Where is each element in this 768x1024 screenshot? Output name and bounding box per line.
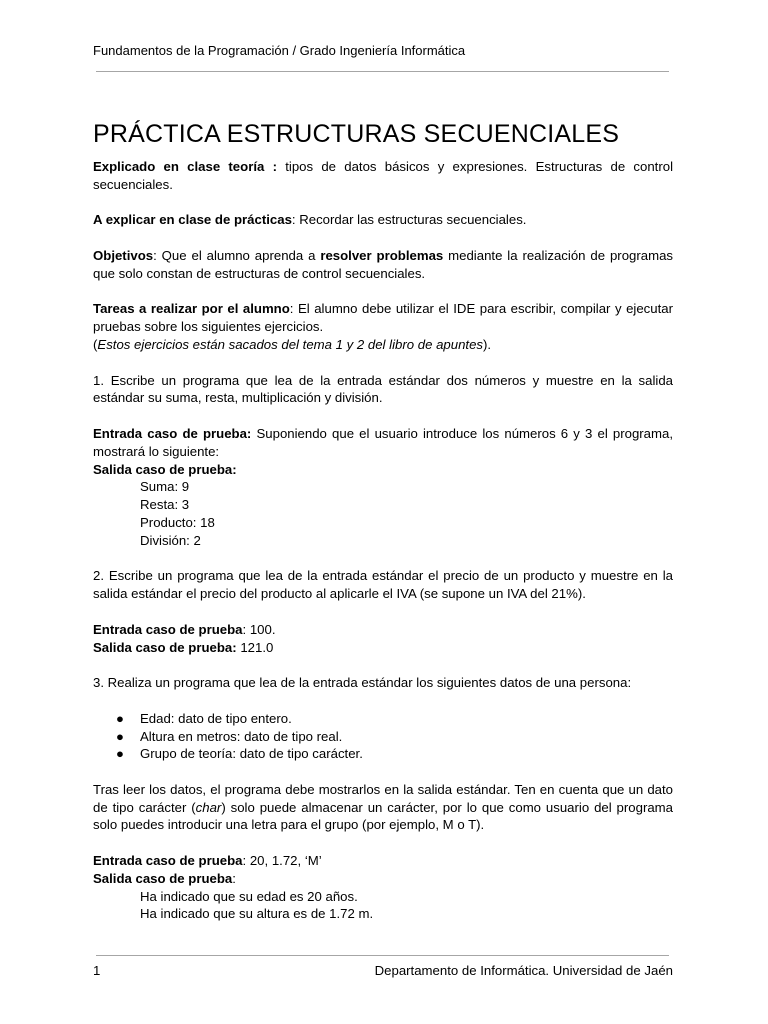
- exercise-3-paragraph: [93, 781, 673, 834]
- output-line: Resta: 3: [140, 497, 190, 513]
- tareas-note-close: ).: [483, 336, 492, 352]
- exercise-1-entrada-label: Entrada caso de prueba:: [93, 425, 252, 441]
- tareas-paragraph: [93, 300, 673, 336]
- exercise-1-text: 1. Escribe un programa que lea de la entrada estándar dos números y muestre en la salida estándar su suma, resta, multiplicación y división.: [93, 372, 673, 406]
- a-explicar-text: : Recordar las estructuras secuenciales.: [291, 212, 527, 228]
- list-item: [93, 728, 673, 746]
- exercise-3-output: [93, 888, 673, 924]
- exercise-2-salida: [93, 639, 673, 657]
- tareas-note-open: (: [93, 336, 98, 352]
- exercise-3-entrada: [93, 852, 673, 870]
- tareas-note-italic: Estos ejercicios están sacados del tema 1 y 2 del libro de apuntes: [97, 336, 483, 352]
- document-body: [93, 158, 673, 923]
- exercise-3-para-italic: char: [195, 799, 222, 815]
- exercise-3-text: 3. Realiza un programa que lea de la entrada estándar los siguientes datos de una persona:: [93, 675, 632, 691]
- tareas-text: : El alumno debe utilizar el IDE para escribir, compilar y ejecutar pruebas sobre los siguientes ejercicios.: [93, 301, 673, 335]
- explicado-label: Explicado en clase teoría :: [93, 159, 277, 174]
- header-divider: [96, 71, 669, 72]
- exercise-3-entrada-text: : 20, 1.72, ‘M’: [242, 853, 322, 869]
- exercise-2-salida-text: 121.0: [236, 639, 274, 655]
- page-header: Fundamentos de la Programación / Grado Ingeniería Informática: [93, 43, 466, 58]
- page-title: PRÁCTICA ESTRUCTURAS SECUENCIALES: [93, 120, 620, 148]
- output-line: División: 2: [140, 532, 201, 548]
- bullet-icon: ●: [116, 710, 124, 726]
- exercise-2-entrada-label: Entrada caso de prueba: [93, 621, 243, 637]
- output-line: Ha indicado que su altura es de 1.72 m.: [140, 906, 374, 922]
- footer-divider: [96, 955, 669, 956]
- list-item: [93, 745, 673, 763]
- objetivos-paragraph: [93, 247, 673, 283]
- explicado-text: tipos de datos básicos y expresiones. Estructuras de control secuenciales.: [93, 159, 674, 192]
- footer-department: Departamento de Informática. Universidad de Jaén: [374, 963, 673, 978]
- a-explicar-label: A explicar en clase de prácticas: [93, 212, 292, 228]
- exercise-1-entrada-text: Suponiendo que el usuario introduce los números 6 y 3 el programa, mostrará lo siguiente:: [93, 425, 674, 459]
- exercise-1-entrada: [93, 425, 673, 461]
- exercise-1-salida-label: [93, 461, 673, 479]
- page-number: 1: [93, 963, 101, 978]
- bullet-icon: ●: [116, 728, 124, 744]
- list-item: [93, 710, 673, 728]
- exercise-2-entrada: [93, 621, 673, 639]
- exercise-3-para-1: Tras leer los datos, el programa debe mostrarlos en la salida estándar. Ten en cuenta que un dato de tipo carácter (: [93, 781, 673, 815]
- exercise-2-text: 2. Escribe un programa que lea de la entrada estándar el precio de un producto y muestre en la salida estándar el precio del producto al aplicarle el IVA (se supone un IVA del 21%).: [93, 568, 673, 602]
- output-line: Suma: 9: [140, 479, 190, 495]
- list-item-text: Edad: dato de tipo entero.: [140, 710, 292, 726]
- exercise-3-bullet-list: [93, 710, 673, 763]
- output-line: Ha indicado que su edad es 20 años.: [140, 888, 358, 904]
- exercise-2-salida-label: Salida caso de prueba:: [93, 639, 237, 655]
- exercise-1-salida-label-text: Salida caso de prueba:: [93, 461, 237, 477]
- exercise-3-para-2: ) solo puede almacenar un carácter, por lo que como usuario del programa solo puedes introducir una letra para el grupo (por ejemplo, M o T).: [93, 799, 673, 833]
- output-line: Producto: 18: [140, 514, 215, 530]
- tareas-label: Tareas a realizar por el alumno: [93, 301, 290, 317]
- list-item-text: Grupo de teoría: dato de tipo carácter.: [140, 746, 363, 762]
- exercise-3-salida: [93, 870, 673, 888]
- objetivos-text-1: : Que el alumno aprenda a: [153, 247, 321, 263]
- exercise-1-output: [93, 478, 673, 549]
- a-explicar-paragraph: [93, 211, 673, 229]
- exercise-3-salida-colon: :: [232, 870, 236, 886]
- explicado-paragraph: [93, 158, 673, 194]
- exercise-2-entrada-text: : 100.: [242, 621, 276, 637]
- bullet-icon: ●: [116, 746, 124, 762]
- objetivos-bold: resolver problemas: [320, 247, 444, 263]
- objetivos-label: Objetivos: [93, 247, 154, 263]
- exercise-3-salida-label: Salida caso de prueba: [93, 870, 233, 886]
- tareas-note: [93, 336, 673, 354]
- list-item-text: Altura en metros: dato de tipo real.: [140, 728, 343, 744]
- objetivos-text-2: mediante la realización de programas que solo constan de estructuras de control secuenciales.: [93, 247, 673, 281]
- exercise-3-entrada-label: Entrada caso de prueba: [93, 853, 243, 869]
